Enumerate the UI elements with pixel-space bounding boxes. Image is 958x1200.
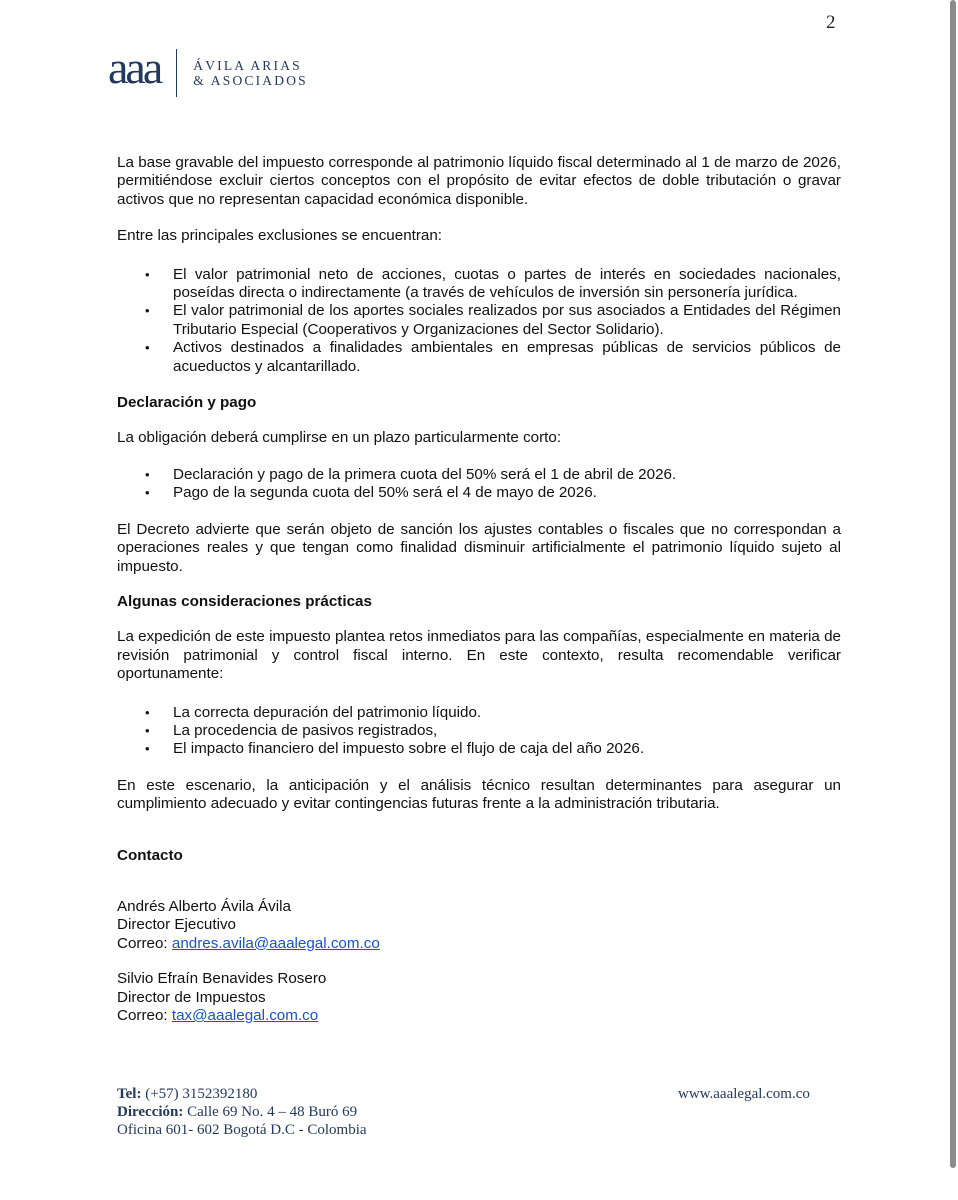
contact-email-line (117, 935, 841, 953)
contact-name: Andrés Alberto Ávila Ávila (117, 897, 291, 915)
scrollbar-thumb[interactable] (950, 0, 956, 1168)
list-item: • Pago de la segunda cuota del 50% será el 4 de mayo de 2026. (117, 484, 841, 502)
email-label: Correo: (117, 934, 172, 952)
logo-mark: aaa (108, 42, 161, 93)
footer-address (117, 1103, 817, 1121)
document-body (117, 154, 841, 1025)
page-number: 2 (826, 12, 836, 33)
list-item: • La correcta depuración del patrimonio líquido. (117, 704, 841, 722)
footer-website[interactable]: www.aaalegal.com.co (678, 1086, 810, 1102)
contact-person-1 (117, 898, 841, 953)
footer-address-label: Dirección: (117, 1104, 184, 1120)
list-item: • El impacto financiero del impuesto sobre el flujo de caja del año 2026. (117, 740, 841, 758)
paragraph-escenario: En este escenario, la anticipación y el análisis técnico resultan determinantes para asegurar un cumplimiento adecuado y evitar contingencias futuras frente a la administración tributaria. (117, 776, 841, 813)
scrollbar-track[interactable] (948, 0, 958, 1200)
heading-declaracion: Declaración y pago (117, 394, 257, 412)
email-link[interactable]: andres.avila@aaalegal.com.co (171, 934, 380, 952)
footer-tel-label: Tel: (117, 1086, 142, 1102)
contact-role: Director de Impuestos (117, 988, 266, 1006)
list-item: • Declaración y pago de la primera cuota del 50% será el 1 de abril de 2026. (117, 466, 841, 484)
paragraph-decreto: El Decreto advierte que serán objeto de sanción los ajustes contables o fiscales que no correspondan a operaciones reales y que tengan como finalidad disminuir artificialmente el patrimonio líquido sujeto al impuesto. (117, 520, 841, 575)
logo-text (193, 58, 308, 88)
logo-divider (176, 49, 177, 97)
paragraph-base-gravable: La base gravable del impuesto corresponde al patrimonio líquido fiscal determinado al 1 de marzo de 2026, permitiéndose excluir ciertos conceptos con el propósito de evitar efectos de doble tributación o gravar activos que no representan capacidad económica disponible. (117, 154, 841, 208)
heading-consideraciones: Algunas consideraciones prácticas (117, 592, 372, 610)
contact-name: Silvio Efraín Benavides Rosero (117, 970, 327, 988)
paragraph-expedicion: La expedición de este impuesto plantea retos inmediatos para las compañías, especialmente en materia de revisión patrimonial y control fiscal interno. En este contexto, resulta recomendable verificar oportunamente: (117, 628, 841, 683)
email-label: Correo: (117, 1007, 172, 1024)
paragraph-exclusiones-intro: Entre las principales exclusiones se encuentran: (117, 227, 443, 245)
contact-role: Director Ejecutivo (117, 916, 237, 934)
list-item: • Activos destinados a finalidades ambientales en empresas públicas de servicios públicos de acueductos y alcantarillado. (117, 339, 841, 376)
logo-line2: & ASOCIADOS (193, 73, 308, 88)
logo-line1: ÁVILA ARIAS (193, 58, 302, 73)
contact-email-line (117, 1007, 841, 1025)
email-link[interactable]: tax@aaalegal.com.co (171, 1007, 319, 1024)
payments-list (117, 466, 841, 503)
heading-contacto: Contacto (117, 846, 183, 864)
footer-address-value: Calle 69 No. 4 – 48 Buró 69 (183, 1104, 358, 1120)
footer-tel-value: (+57) 3152392180 (141, 1086, 258, 1102)
list-item: • El valor patrimonial neto de acciones, cuotas o partes de interés en sociedades nacionales, poseídas directa o indirectamente (a través de vehículos de inversión sin personería jurídica. (117, 266, 841, 303)
contact-person-2 (117, 970, 841, 1025)
footer-address-line2: Oficina 601- 602 Bogotá D.C - Colombia (117, 1122, 367, 1138)
paragraph-obligacion: La obligación deberá cumplirse en un plazo particularmente corto: (117, 429, 562, 447)
checks-list (117, 704, 841, 759)
list-item: • El valor patrimonial de los aportes sociales realizados por sus asociados a Entidades del Régimen Tributario Especial (Cooperativos y Organizaciones del Sector Solidario). (117, 302, 841, 339)
company-logo (108, 42, 308, 98)
list-item: • La procedencia de pasivos registrados, (117, 722, 841, 740)
exclusions-list (117, 266, 841, 376)
